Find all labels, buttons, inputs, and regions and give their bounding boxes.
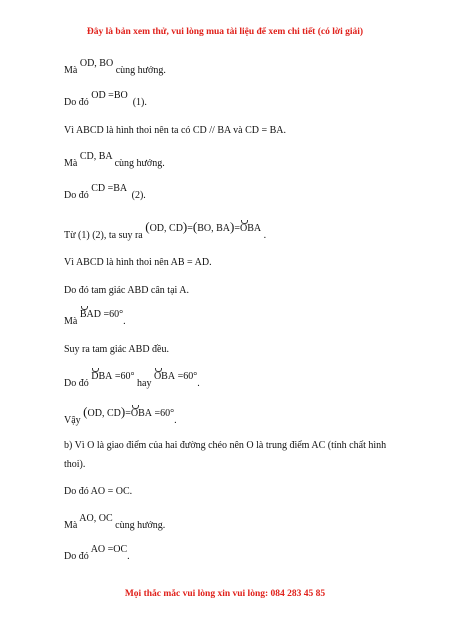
paren: ( — [145, 219, 150, 234]
angle: DBA — [91, 371, 113, 382]
paren: ( — [83, 404, 88, 419]
angle-value: =60° — [154, 408, 175, 419]
equals: = — [125, 408, 131, 419]
preview-banner: Đây là bản xem thử, vui lòng mua tài liệu để xem chi tiết (có lời giải) — [86, 27, 364, 37]
angle-equation — [154, 371, 197, 382]
line-2 — [64, 90, 147, 109]
angle: OBA — [153, 371, 176, 382]
line-6 — [64, 219, 267, 242]
line-10 — [64, 344, 169, 356]
angle-equation — [91, 371, 134, 382]
text: Mà — [64, 316, 78, 327]
equals: = — [234, 223, 241, 234]
text: Suy ra tam giác ABD đều. — [64, 344, 169, 355]
text: . — [197, 378, 200, 389]
paren: ) — [120, 404, 126, 419]
line-12 — [64, 404, 177, 427]
line-4 — [64, 151, 165, 170]
text: . — [123, 316, 126, 327]
line-11 — [64, 371, 200, 390]
angle: OBA — [240, 223, 262, 234]
vector-pair: AO, OC — [79, 513, 113, 524]
text: Vì ABCD là hình thoi nên ta có CD // BA và CD = BA. — [64, 125, 287, 136]
text: cùng hướng. — [114, 158, 165, 169]
angle-equation — [145, 219, 263, 234]
line-13 — [64, 436, 404, 474]
text: . — [127, 551, 130, 562]
vector-angle: OD, CD — [149, 223, 183, 234]
text: Mà — [64, 520, 78, 531]
text: Do đó — [64, 378, 89, 389]
line-3 — [64, 125, 286, 137]
text: Mà — [64, 65, 78, 76]
angle-value: =60° — [103, 309, 124, 320]
line-5 — [64, 183, 146, 202]
paren: ) — [230, 219, 235, 234]
angle-value: =60° — [114, 371, 135, 382]
line-7 — [64, 257, 212, 269]
vector-pair: CD, BA — [79, 151, 113, 162]
text: Do đó AO = OC. — [64, 486, 133, 497]
line-14 — [64, 486, 132, 498]
text: Vì ABCD là hình thoi nên AB = AD. — [64, 257, 212, 268]
text: Do đó tam giác ABD cân tại A. — [64, 285, 189, 296]
line-16 — [64, 544, 130, 563]
vector-equation: CD =BA — [91, 183, 127, 194]
angle: BAD — [79, 309, 101, 320]
vector-angle: BO, BA — [197, 223, 231, 234]
angle-equation — [83, 404, 175, 419]
text: (2). — [131, 190, 146, 201]
angle-equation — [80, 309, 123, 320]
text: Mà — [64, 158, 78, 169]
text: Do đó — [64, 97, 89, 108]
paren: ( — [192, 219, 198, 234]
text: (1). — [132, 97, 147, 108]
line-8 — [64, 285, 189, 297]
text: cùng hướng. — [115, 65, 166, 76]
text: Do đó — [64, 190, 89, 201]
text: Vậy — [64, 415, 81, 426]
paren: ) — [182, 219, 188, 234]
text: . — [174, 415, 177, 426]
text: b) Vì O là giao điểm của hai đường chéo nên O là trung điểm AC (tính chất hình thoi). — [64, 440, 387, 470]
vector-angle: OD, CD — [87, 408, 121, 419]
line-15 — [64, 513, 166, 532]
line-9 — [64, 309, 126, 328]
text: . — [263, 230, 267, 241]
equals: = — [187, 223, 193, 234]
line-1 — [64, 58, 166, 77]
text: Do đó — [64, 551, 89, 562]
text: cùng hướng. — [115, 520, 166, 531]
vector-pair: OD, BO — [79, 58, 114, 69]
contact-banner: Mọi thắc mắc vui lòng xin vui lòng: 084 283 45 85 — [124, 589, 326, 599]
angle: OBA — [130, 408, 152, 419]
text: Từ (1) (2), ta suy ra — [64, 230, 143, 241]
vector-equation: OD =BO — [91, 90, 128, 101]
text: hay — [137, 378, 152, 389]
angle-value: =60° — [177, 371, 198, 382]
vector-equation: AO =OC — [90, 544, 128, 555]
